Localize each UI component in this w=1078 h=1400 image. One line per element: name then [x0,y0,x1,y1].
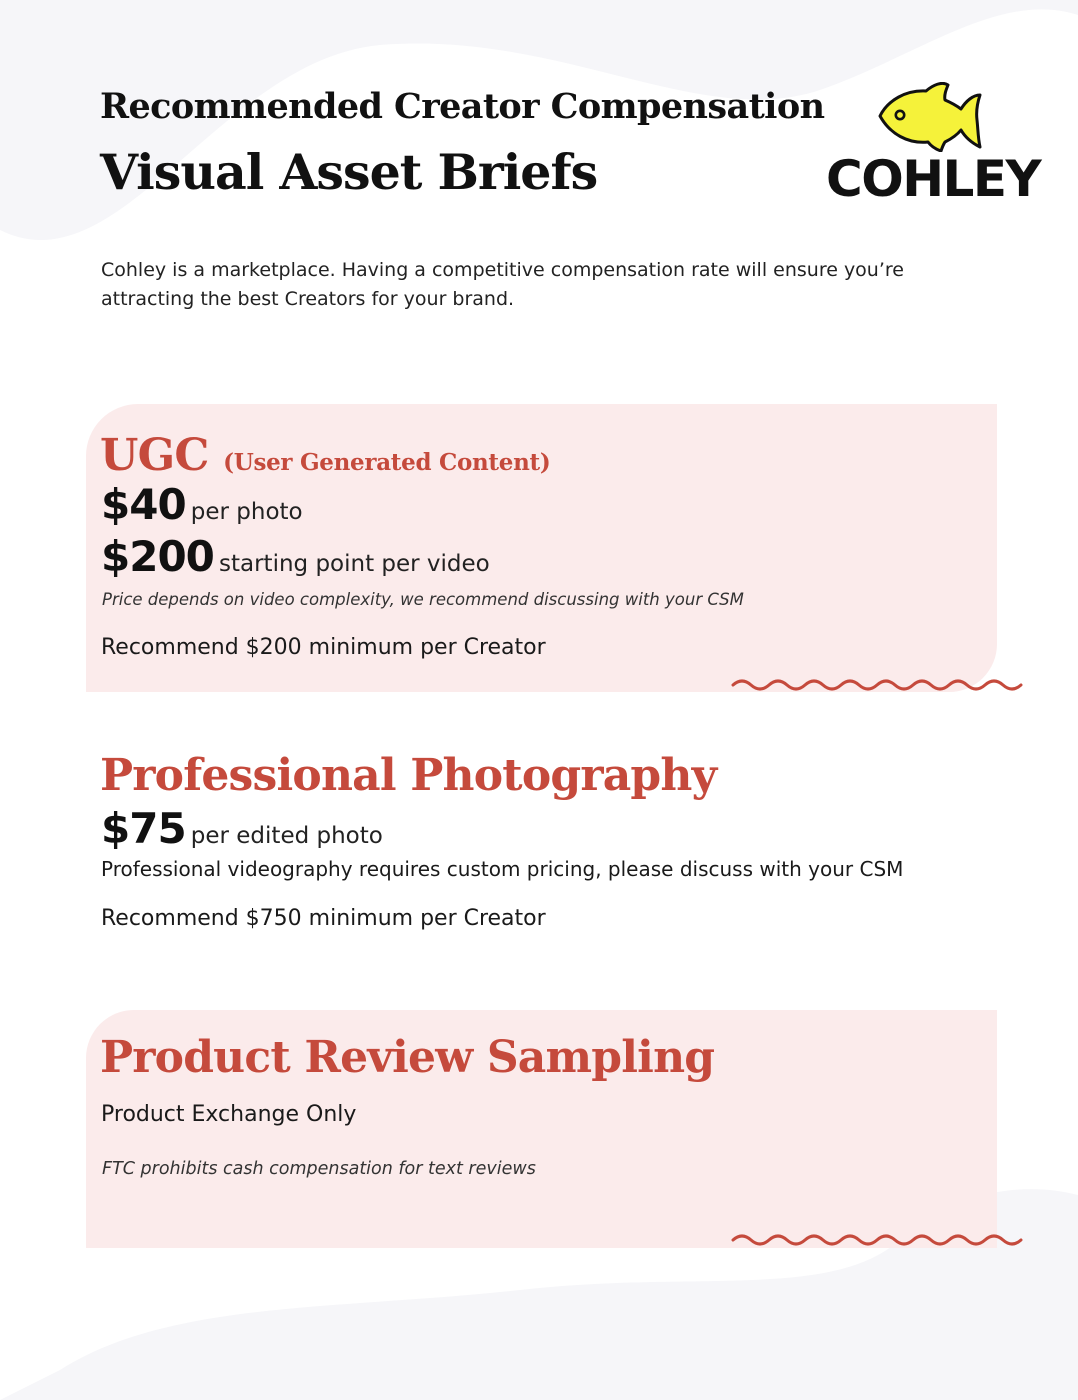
intro-paragraph [101,256,941,314]
ugc-note: Price depends on video complexity, we recommend discussing with your CSM [102,590,744,609]
ugc-photo-price: $40 [101,480,186,529]
sampling-note: FTC prohibits cash compensation for text reviews [102,1159,536,1179]
ugc-title [100,430,550,481]
ugc-title-sub: (User Generated Content) [223,449,551,476]
professional-price-line [101,804,383,853]
ugc-video-price: $200 [101,532,214,581]
intro-line: Cohley is a marketplace. Having a competitive compensation rate will ensure you’re [101,259,904,281]
ugc-title-main: UGC [100,430,209,481]
page-title: Visual Asset Briefs [100,143,598,201]
cohley-logo: COHLEY [826,150,1041,208]
ugc-video-unit: starting point per video [219,551,490,577]
squiggle-icon [731,677,1028,691]
professional-title: Professional Photography [100,750,717,801]
intro-line: attracting the best Creators for your brand. [101,288,515,310]
ugc-photo-price-line [101,480,303,529]
sampling-title: Product Review Sampling [100,1032,715,1083]
page-subtitle: Recommended Creator Compensation [100,86,825,127]
professional-photo-unit: per edited photo [190,823,383,849]
professional-recommend: Recommend $750 minimum per Creator [101,906,546,931]
professional-photo-price: $75 [101,804,186,853]
ugc-recommend: Recommend $200 minimum per Creator [101,635,546,660]
ugc-photo-unit: per photo [190,499,303,525]
professional-note: Professional videography requires custom pricing, please discuss with your CSM [101,857,904,881]
ugc-video-price-line [101,532,490,581]
squiggle-icon [731,1232,1028,1246]
fish-icon [878,82,982,152]
sampling-exchange: Product Exchange Only [101,1102,357,1127]
